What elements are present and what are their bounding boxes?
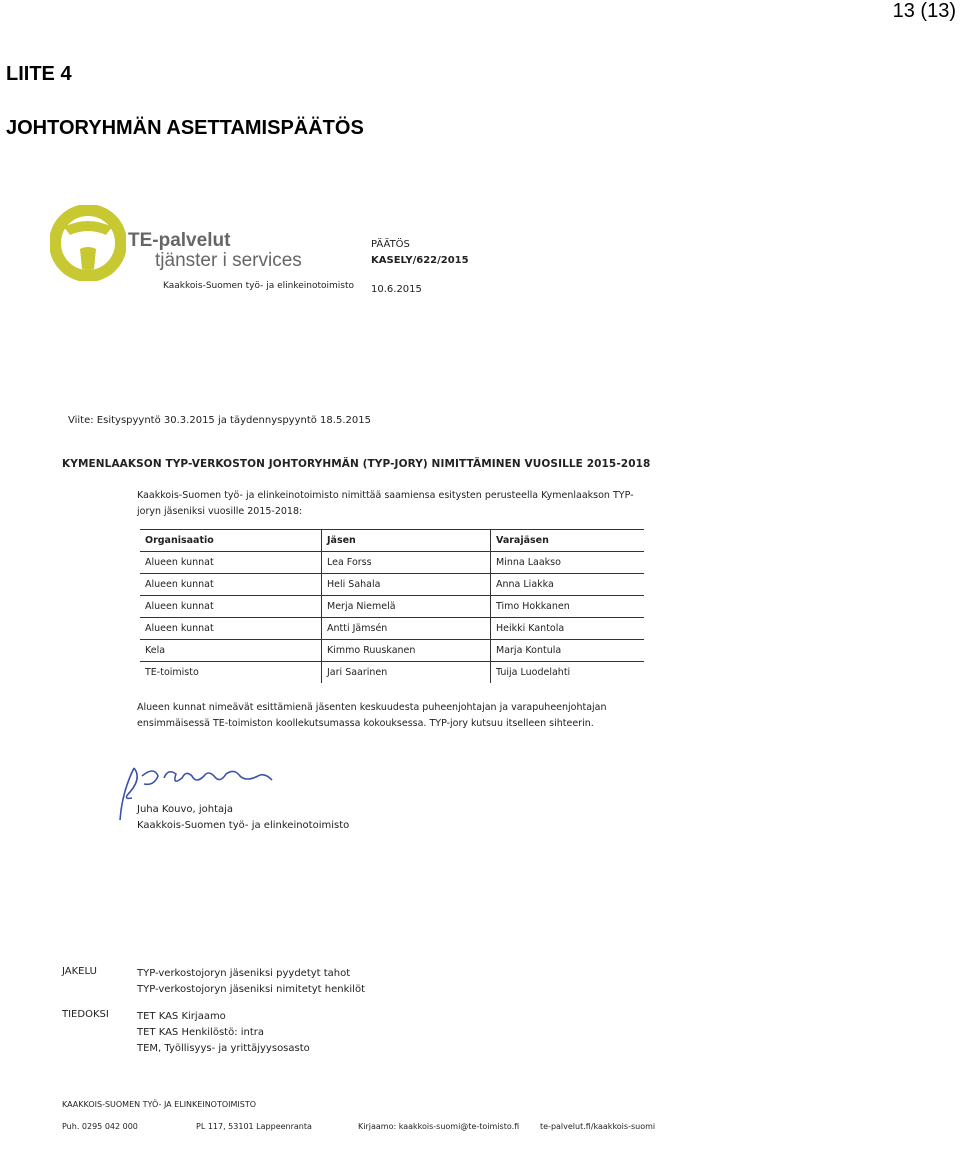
for-info-label: TIEDOKSI [62, 1009, 109, 1020]
footer-address: PL 117, 53101 Lappeenranta [196, 1122, 312, 1131]
cell-organisation: Alueen kunnat [140, 574, 322, 596]
decision-id: KASELY/622/2015 [371, 255, 469, 266]
cell-member: Heli Sahala [322, 574, 491, 596]
cell-member: Merja Niemelä [322, 596, 491, 618]
cell-deputy: Marja Kontula [491, 640, 645, 662]
table-row [140, 574, 644, 596]
distribution-list [137, 966, 365, 998]
brand-name-sv: tjänster i services [155, 250, 302, 271]
table-row [140, 662, 644, 684]
cell-organisation: Alueen kunnat [140, 552, 322, 574]
table-row [140, 552, 644, 574]
table-row [140, 618, 644, 640]
closing-paragraph: Alueen kunnat nimeävät esittämienä jäsenten keskuudesta puheenjohtajan ja varapuheenjohtajan ensimmäisessä TE-toimiston koollekutsumassa kokouksessa. TYP-jory kutsuu itselleen sihteerin. [137, 702, 607, 729]
list-item: TET KAS Henkilöstö: intra [137, 1027, 265, 1038]
cell-organisation: TE-toimisto [140, 662, 322, 684]
cell-deputy: Anna Liakka [491, 574, 645, 596]
members-table [140, 529, 644, 683]
reference-line: Viite: Esityspyyntö 30.3.2015 ja täydennyspyyntö 18.5.2015 [68, 415, 371, 426]
decision-type: PÄÄTÖS [371, 239, 410, 250]
column-header-deputy: Varajäsen [491, 530, 645, 552]
column-header-member: Jäsen [322, 530, 491, 552]
cell-organisation: Alueen kunnat [140, 618, 322, 640]
table-header-row [140, 530, 644, 552]
list-item: TYP-verkostojoryn jäseniksi nimitetyt henkilöt [137, 984, 365, 995]
footer-phone: Puh. 0295 042 000 [62, 1122, 138, 1131]
cell-member: Antti Jämsén [322, 618, 491, 640]
table-row [140, 640, 644, 662]
signer-office: Kaakkois-Suomen työ- ja elinkeinotoimisto [137, 820, 350, 831]
cell-deputy: Timo Hokkanen [491, 596, 645, 618]
cell-deputy: Minna Laakso [491, 552, 645, 574]
cell-member: Lea Forss [322, 552, 491, 574]
brand-office: Kaakkois-Suomen työ- ja elinkeinotoimisto [163, 281, 355, 291]
appendix-label: LIITE 4 [6, 63, 72, 85]
decision-heading: KYMENLAAKSON TYP-VERKOSTON JOHTORYHMÄN (TYP-JORY) NIMITTÄMINEN VUOSILLE 2015-2018 [62, 458, 651, 470]
list-item: TEM, Työllisyys- ja yrittäjyysosasto [137, 1043, 310, 1054]
brand-name-fi: TE-palvelut [128, 230, 231, 251]
cell-organisation: Kela [140, 640, 322, 662]
intro-paragraph: Kaakkois-Suomen työ- ja elinkeinotoimisto nimittää saamiensa esitysten perusteella Kymenlaakson TYP-joryn jäseniksi vuosille 2015-2018: [137, 490, 634, 517]
footer-office: KAAKKOIS-SUOMEN TYÖ- JA ELINKEINOTOIMISTO [62, 1100, 257, 1109]
cell-deputy: Heikki Kantola [491, 618, 645, 640]
for-info-list [137, 1009, 310, 1057]
table-row [140, 596, 644, 618]
scanned-decision-document [0, 168, 700, 1153]
document-title: JOHTORYHMÄN ASETTAMISPÄÄTÖS [6, 117, 364, 139]
signer-name: Juha Kouvo, johtaja [137, 804, 234, 815]
list-item: TET KAS Kirjaamo [137, 1011, 226, 1022]
column-header-organisation: Organisaatio [140, 530, 322, 552]
cell-organisation: Alueen kunnat [140, 596, 322, 618]
cell-member: Kimmo Ruuskanen [322, 640, 491, 662]
list-item: TYP-verkostojoryn jäseniksi pyydetyt tahot [137, 968, 351, 979]
footer-email: Kirjaamo: kaakkois-suomi@te-toimisto.fi [358, 1122, 520, 1131]
cell-deputy: Tuija Luodelahti [491, 662, 645, 684]
footer-web: te-palvelut.fi/kaakkois-suomi [540, 1122, 656, 1131]
page-number: 13 (13) [892, 0, 956, 22]
decision-date: 10.6.2015 [371, 284, 422, 295]
distribution-label: JAKELU [62, 966, 97, 977]
cell-member: Jari Saarinen [322, 662, 491, 684]
te-services-logo-icon [50, 205, 126, 281]
